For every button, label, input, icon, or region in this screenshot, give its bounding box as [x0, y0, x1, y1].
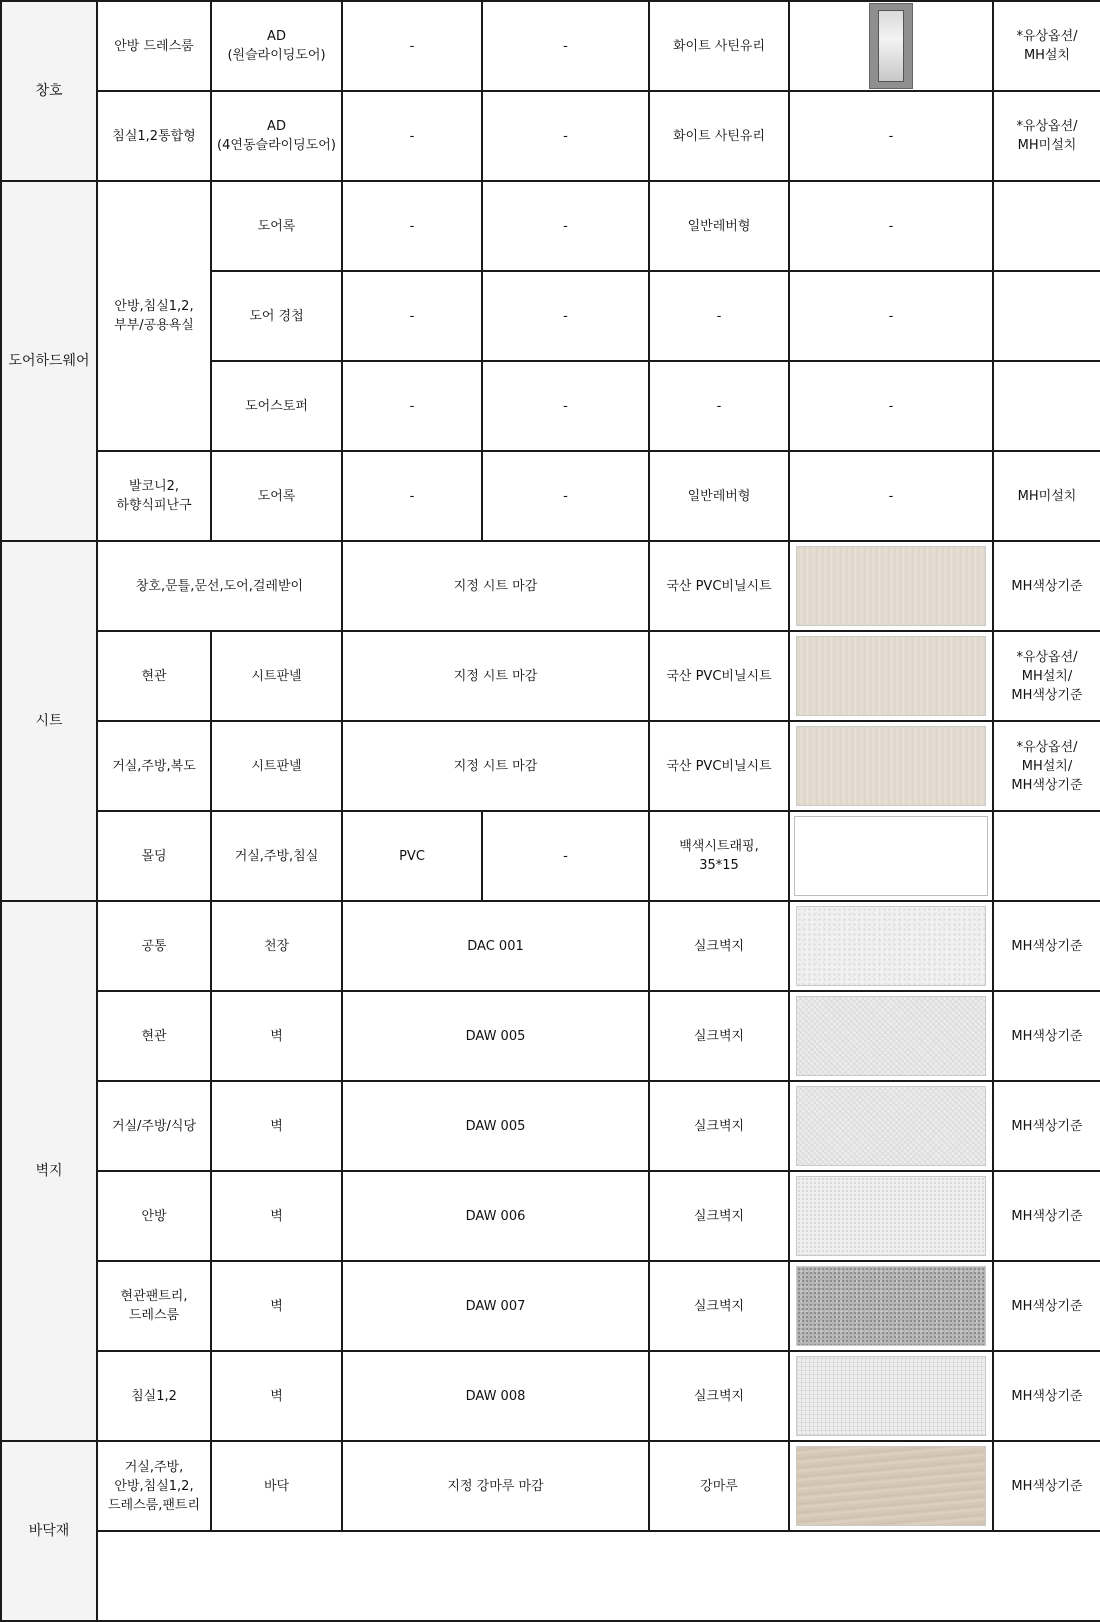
location-cell: 몰딩: [97, 811, 211, 901]
note-cell: MH색상기준: [993, 1351, 1100, 1441]
item-cell: 벽: [211, 1171, 342, 1261]
image-cell: -: [789, 181, 993, 271]
note-cell: MH색상기준: [993, 1081, 1100, 1171]
value-cell: -: [482, 271, 649, 361]
spec-cell: 실크벽지: [649, 1081, 789, 1171]
finish-cell: DAW 006: [342, 1171, 649, 1261]
category-cell: 창호: [1, 1, 97, 181]
table-row: [1, 181, 1100, 271]
location-cell: 안방 드레스룸: [97, 1, 211, 91]
value-cell: -: [342, 271, 482, 361]
table-row: [1, 721, 1100, 811]
note-cell: MH색상기준: [993, 901, 1100, 991]
image-cell: [789, 1, 993, 91]
table-row: [1, 1261, 1100, 1351]
wallpaper-swatch: [796, 1086, 986, 1166]
location-cell: 안방: [97, 1171, 211, 1261]
location-cell: 거실,주방, 안방,침실1,2, 드레스룸,팬트리: [97, 1441, 211, 1531]
location-cell: 현관팬트리, 드레스룸: [97, 1261, 211, 1351]
item-cell: 도어록: [211, 451, 342, 541]
location-cell: 안방,침실1,2, 부부/공용욕실: [97, 181, 211, 451]
item-cell: 시트판넬: [211, 631, 342, 721]
item-cell: 도어록: [211, 181, 342, 271]
category-cell: 벽지: [1, 901, 97, 1441]
flooring-swatch: [796, 1446, 986, 1526]
image-cell: [789, 1171, 993, 1261]
spec-cell: 국산 PVC비닐시트: [649, 631, 789, 721]
spec-cell: 실크벽지: [649, 1261, 789, 1351]
note-cell: MH색상기준: [993, 1441, 1100, 1531]
wood-sheet-swatch: [796, 636, 986, 716]
spec-cell: 일반레버형: [649, 181, 789, 271]
location-cell: 공통: [97, 901, 211, 991]
item-cell: 벽: [211, 1261, 342, 1351]
note-cell: [993, 811, 1100, 901]
table-row: [1, 991, 1100, 1081]
item-cell: 벽: [211, 991, 342, 1081]
note-cell: MH색상기준: [993, 541, 1100, 631]
cut-off-row: [97, 1531, 1100, 1621]
image-cell: -: [789, 451, 993, 541]
location-cell: 발코니2, 하향식피난구: [97, 451, 211, 541]
item-cell: AD (원슬라이딩도어): [211, 1, 342, 91]
table-row: [1, 1081, 1100, 1171]
note-cell: *유상옵션/ MH설치/ MH색상기준: [993, 721, 1100, 811]
wallpaper-swatch: [796, 906, 986, 986]
note-cell: *유상옵션/ MH미설치: [993, 91, 1100, 181]
spec-cell: 국산 PVC비닐시트: [649, 721, 789, 811]
finish-cell: 지정 강마루 마감: [342, 1441, 649, 1531]
table-row: [1, 451, 1100, 541]
note-cell: *유상옵션/ MH설치: [993, 1, 1100, 91]
value-cell: -: [482, 811, 649, 901]
door-glass-image: [869, 3, 913, 89]
item-cell: 거실,주방,침실: [211, 811, 342, 901]
finish-cell: DAW 005: [342, 1081, 649, 1171]
image-cell: [789, 1261, 993, 1351]
table-row: [1, 811, 1100, 901]
spec-cell: -: [649, 271, 789, 361]
finish-cell: 지정 시트 마감: [342, 541, 649, 631]
note-cell: MH색상기준: [993, 1171, 1100, 1261]
note-cell: MH색상기준: [993, 991, 1100, 1081]
table-row: [1, 1351, 1100, 1441]
spec-cell: 실크벽지: [649, 991, 789, 1081]
finish-cell: DAW 008: [342, 1351, 649, 1441]
wallpaper-swatch: [796, 996, 986, 1076]
spec-cell: 백색시트래핑, 35*15: [649, 811, 789, 901]
image-cell: [789, 811, 993, 901]
location-cell: 창호,문틀,문선,도어,걸레받이: [97, 541, 342, 631]
table-row: [1, 1, 1100, 91]
spec-cell: 실크벽지: [649, 1351, 789, 1441]
wood-sheet-swatch: [796, 726, 986, 806]
value-cell: -: [342, 91, 482, 181]
wallpaper-swatch: [796, 1356, 986, 1436]
location-cell: 현관: [97, 631, 211, 721]
image-cell: [789, 1441, 993, 1531]
white-molding-swatch: [794, 816, 988, 896]
finish-cell: DAW 005: [342, 991, 649, 1081]
value-cell: -: [482, 361, 649, 451]
value-cell: -: [342, 181, 482, 271]
note-cell: MH미설치: [993, 451, 1100, 541]
item-cell: 도어스토퍼: [211, 361, 342, 451]
value-cell: -: [342, 1, 482, 91]
table-row: [1, 631, 1100, 721]
image-cell: -: [789, 91, 993, 181]
value-cell: PVC: [342, 811, 482, 901]
item-cell: 벽: [211, 1081, 342, 1171]
table-row: [1, 1171, 1100, 1261]
image-cell: [789, 901, 993, 991]
note-cell: [993, 181, 1100, 271]
note-cell: *유상옵션/ MH설치/ MH색상기준: [993, 631, 1100, 721]
spec-cell: 실크벽지: [649, 1171, 789, 1261]
wallpaper-swatch: [796, 1176, 986, 1256]
finish-cell: 지정 시트 마감: [342, 721, 649, 811]
wallpaper-swatch: [796, 1266, 986, 1346]
image-cell: [789, 1351, 993, 1441]
category-cell: 시트: [1, 541, 97, 901]
wood-sheet-swatch: [796, 546, 986, 626]
table-row: [1, 901, 1100, 991]
location-cell: 현관: [97, 991, 211, 1081]
finish-cell: 지정 시트 마감: [342, 631, 649, 721]
location-cell: 거실/주방/식당: [97, 1081, 211, 1171]
note-cell: MH색상기준: [993, 1261, 1100, 1351]
value-cell: -: [342, 451, 482, 541]
item-cell: 시트판넬: [211, 721, 342, 811]
item-cell: 벽: [211, 1351, 342, 1441]
note-cell: [993, 271, 1100, 361]
image-cell: [789, 991, 993, 1081]
value-cell: -: [482, 91, 649, 181]
item-cell: 도어 경첩: [211, 271, 342, 361]
image-cell: -: [789, 361, 993, 451]
spec-cell: 일반레버형: [649, 451, 789, 541]
table-row: [1, 1531, 1100, 1621]
image-cell: [789, 631, 993, 721]
spec-cell: -: [649, 361, 789, 451]
finish-cell: DAC 001: [342, 901, 649, 991]
value-cell: -: [482, 451, 649, 541]
category-cell: 도어하드웨어: [1, 181, 97, 541]
spec-cell: 화이트 사틴유리: [649, 1, 789, 91]
image-cell: [789, 721, 993, 811]
image-cell: -: [789, 271, 993, 361]
table-row: [1, 1441, 1100, 1531]
spec-cell: 화이트 사틴유리: [649, 91, 789, 181]
item-cell: AD (4연동슬라이딩도어): [211, 91, 342, 181]
value-cell: -: [482, 181, 649, 271]
note-cell: [993, 361, 1100, 451]
spec-cell: 강마루: [649, 1441, 789, 1531]
spec-cell: 국산 PVC비닐시트: [649, 541, 789, 631]
image-cell: [789, 1081, 993, 1171]
item-cell: 천장: [211, 901, 342, 991]
spec-cell: 실크벽지: [649, 901, 789, 991]
item-cell: 바닥: [211, 1441, 342, 1531]
category-cell: 바닥재: [1, 1441, 97, 1621]
location-cell: 거실,주방,복도: [97, 721, 211, 811]
table-row: [1, 541, 1100, 631]
value-cell: -: [482, 1, 649, 91]
image-cell: [789, 541, 993, 631]
finish-cell: DAW 007: [342, 1261, 649, 1351]
table-row: [1, 91, 1100, 181]
value-cell: -: [342, 361, 482, 451]
location-cell: 침실1,2: [97, 1351, 211, 1441]
location-cell: 침실1,2통합형: [97, 91, 211, 181]
